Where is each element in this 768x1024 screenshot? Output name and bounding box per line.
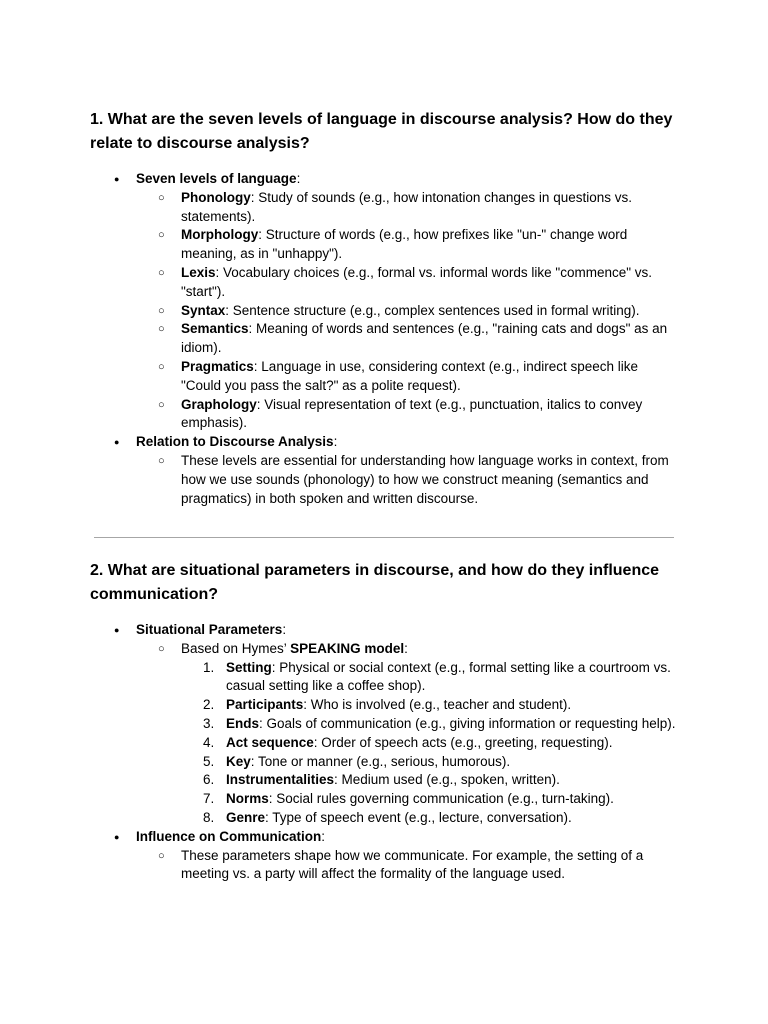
speaking-term: Participants — [226, 697, 304, 713]
bullet-seven-levels — [0, 170, 678, 189]
question-1-answer — [0, 170, 768, 508]
relation-label: Relation to Discourse Analysis — [136, 434, 334, 450]
level-text: : Structure of words (e.g., how prefixes like "un-" change word meaning, as in "unhappy"). — [181, 227, 628, 262]
colon: : — [321, 828, 326, 844]
colon: : — [296, 171, 301, 186]
relation-text: ○ These levels are essential for understanding how language works in context, from how we use sounds (phonology) to how we construct meaning (semantics and pragmatics) in both spoken and written discourse. — [0, 452, 678, 508]
speaking-item — [0, 696, 678, 715]
item-number: 8. — [203, 809, 215, 825]
speaking-model-label: SPEAKING model — [290, 640, 405, 656]
bullet-situational-parameters — [0, 621, 678, 640]
speaking-text: : Physical or social context (e.g., formal setting like a courtroom vs. casual setting like a coffee shop). — [226, 659, 671, 694]
speaking-term: Act sequence — [226, 734, 314, 750]
item-number: 3. — [203, 715, 215, 731]
colon: : — [333, 434, 338, 450]
speaking-text: : Type of speech event (e.g., lecture, conversation). — [265, 809, 572, 825]
speaking-text: : Tone or manner (e.g., serious, humorous). — [250, 753, 511, 769]
level-text: : Meaning of words and sentences (e.g., "raining cats and dogs" as an idiom). — [181, 321, 668, 356]
speaking-term: Setting — [226, 659, 272, 675]
level-term: Phonology — [181, 189, 251, 205]
speaking-term: Key — [226, 753, 251, 769]
level-item — [0, 396, 678, 434]
speaking-text: : Goals of communication (e.g., giving information or requesting help). — [259, 715, 676, 731]
level-item — [0, 320, 678, 358]
bullet-relation — [0, 433, 678, 452]
level-text: : Language in use, considering context (e.g., indirect speech like "Could you pass the salt?" as a polite request). — [181, 358, 639, 393]
speaking-item — [0, 790, 678, 809]
based-on-item — [0, 640, 678, 659]
based-on-prefix: Based on Hymes’ — [181, 640, 291, 656]
speaking-term: Instrumentalities — [226, 772, 335, 788]
speaking-item — [0, 809, 678, 828]
speaking-item — [0, 734, 678, 753]
item-number: 2. — [203, 697, 215, 713]
level-item — [0, 302, 678, 321]
level-term: Morphology — [181, 227, 259, 243]
question-1-heading: 1. What are the seven levels of language in discourse analysis? How do they relate to discourse analysis? — [90, 111, 673, 152]
item-number: 5. — [203, 753, 215, 769]
horizontal-rule — [94, 537, 674, 538]
bullet-influence — [0, 828, 678, 847]
level-text: : Sentence structure (e.g., complex sentences used in formal writing). — [225, 302, 640, 318]
item-number: 4. — [203, 734, 215, 750]
level-term: Graphology — [181, 396, 257, 412]
colon: : — [282, 622, 287, 637]
level-item — [0, 358, 678, 396]
speaking-text: : Who is involved (e.g., teacher and student). — [303, 697, 572, 713]
speaking-term: Norms — [226, 791, 269, 807]
item-number: 6. — [203, 772, 215, 788]
level-term: Pragmatics — [181, 358, 254, 374]
level-text: : Vocabulary choices (e.g., formal vs. informal words like "commence" vs. "start"). — [181, 264, 653, 299]
level-text: : Study of sounds (e.g., how intonation changes in questions vs. statements). — [181, 189, 632, 224]
speaking-text: : Medium used (e.g., spoken, written). — [334, 772, 560, 788]
seven-levels-label: Seven levels of language — [136, 171, 297, 186]
item-number: 1. — [203, 659, 215, 675]
speaking-text: : Order of speech acts (e.g., greeting, requesting). — [313, 734, 613, 750]
speaking-text: : Social rules governing communication (e.g., turn-taking). — [268, 791, 614, 807]
speaking-item — [0, 659, 678, 697]
level-item — [0, 189, 678, 227]
level-item — [0, 226, 678, 264]
question-2-answer — [0, 621, 768, 884]
level-term: Lexis — [181, 264, 216, 280]
question-2-heading: 2. What are situational parameters in discourse, and how do they influence communication? — [90, 562, 660, 603]
speaking-item — [0, 753, 678, 772]
colon: : — [404, 640, 408, 656]
speaking-item — [0, 715, 678, 734]
level-term: Semantics — [181, 321, 249, 337]
influence-text: ○ These parameters shape how we communicate. For example, the setting of a meeting vs. a party will affect the formality of the language used. — [0, 847, 678, 885]
speaking-term: Genre — [226, 809, 266, 825]
params-label: Situational Parameters — [136, 622, 283, 637]
item-number: 7. — [203, 791, 215, 807]
level-item — [0, 264, 678, 302]
speaking-term: Ends — [226, 715, 260, 731]
influence-label: Influence on Communication — [136, 828, 322, 844]
level-text: : Visual representation of text (e.g., punctuation, italics to convey emphasis). — [181, 396, 643, 431]
speaking-item — [0, 771, 678, 790]
level-term: Syntax — [181, 302, 226, 318]
